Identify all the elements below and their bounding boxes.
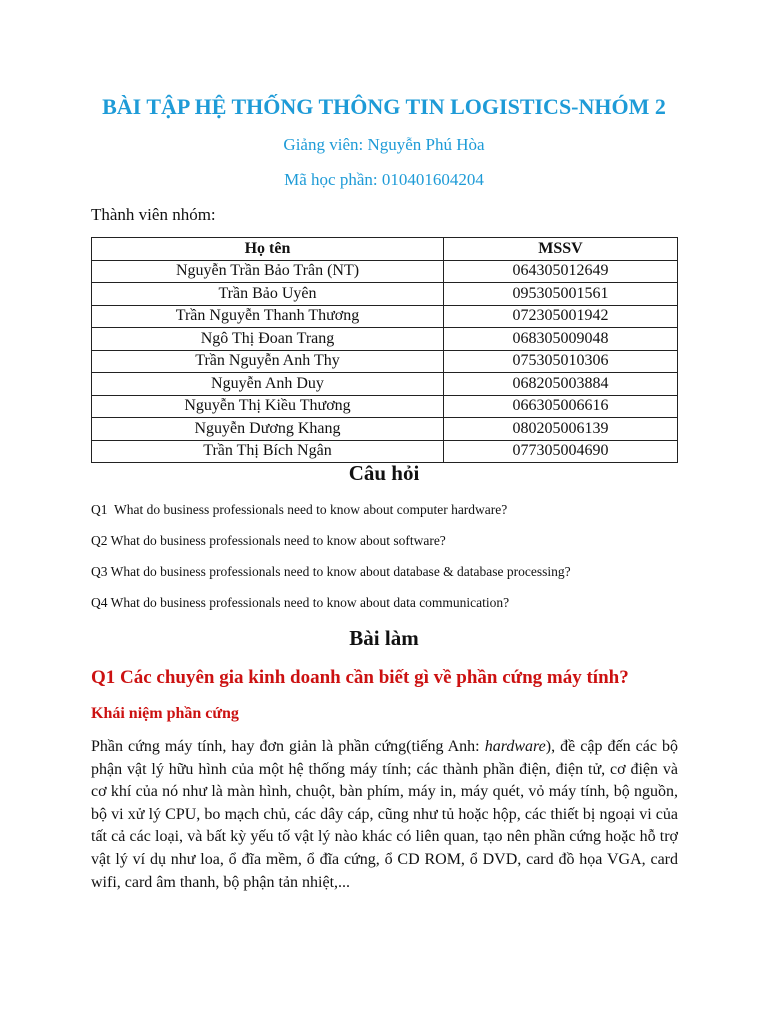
hardware-definition-paragraph [91,736,678,894]
table-header-row [92,238,678,261]
member-name: Trần Nguyễn Anh Thy [92,350,444,373]
question-item: Q4 What do business professionals need to know about data communication? [91,595,510,610]
q1-heading: Q1 Các chuyên gia kinh doanh cần biết gì về phần cứng máy tính? [91,667,629,688]
table-row [92,283,678,306]
member-id: 064305012649 [444,260,678,283]
member-name: Trần Nguyễn Thanh Thương [92,305,444,328]
table-row [92,328,678,351]
question-item: Q3 What do business professionals need to know about database & database processing? [91,564,571,579]
member-id: 072305001942 [444,305,678,328]
member-name: Nguyễn Dương Khang [92,418,444,441]
member-id: 077305004690 [444,440,678,463]
members-table [91,237,678,463]
member-id: 095305001561 [444,283,678,306]
column-header-name: Họ tên [92,238,444,261]
member-id: 068205003884 [444,373,678,396]
paragraph-text: ), đề cập đến các bộ phận vật lý hữu hình của một hệ thống máy tính; các thành phần điện, điện tử, cơ điện và cơ khí của nó như là màn hình, chuột, bàn phím, máy in, máy quét, vỏ máy tính, bộ nguồn, bộ vi xử lý CPU, bo mạch chủ, các dây cáp, cũng như tủ hoặc hộp, các thiết bị ngoại vi của tất cả các loại, và bất kỳ yếu tố vật lý nào khác có liên quan, tạo nên phần cứng hoặc hỗ trợ vật lý ví dụ như loa, ổ đĩa mềm, ổ đĩa cứng, ổ CD ROM, ổ DVD, card đồ họa VGA, card wifi, card âm thanh, bộ phận tản nhiệt,... [91,738,678,891]
question-item: Q2 What do business professionals need to know about software? [91,533,446,548]
member-name: Nguyễn Anh Duy [92,373,444,396]
member-name: Nguyễn Trần Bảo Trân (NT) [92,260,444,283]
table-row [92,350,678,373]
column-header-id: MSSV [444,238,678,261]
page-title: BÀI TẬP HỆ THỐNG THÔNG TIN LOGISTICS-NHÓM 2 [102,94,666,119]
answer-heading: Bài làm [349,626,419,650]
member-name: Trần Thị Bích Ngân [92,440,444,463]
questions-heading: Câu hỏi [348,461,420,485]
table-row [92,418,678,441]
question-item: Q1 What do business professionals need to know about computer hardware? [91,502,508,517]
member-name: Nguyễn Thị Kiều Thương [92,395,444,418]
member-id: 068305009048 [444,328,678,351]
member-id: 075305010306 [444,350,678,373]
table-row [92,305,678,328]
members-label: Thành viên nhóm: [91,205,216,224]
paragraph-term: hardware [484,738,546,755]
hardware-concept-heading: Khái niệm phần cứng [91,705,239,722]
table-row [92,260,678,283]
course-code-line: Mã học phần: 010401604204 [284,170,484,189]
paragraph-text: Phần cứng máy tính, hay đơn giản là phần cứng(tiếng Anh: [91,738,485,755]
member-id: 080205006139 [444,418,678,441]
table-row [92,440,678,463]
table-row [92,373,678,396]
lecturer-line: Giảng viên: Nguyễn Phú Hòa [283,135,485,154]
table-row [92,395,678,418]
member-name: Ngô Thị Đoan Trang [92,328,444,351]
member-name: Trần Bảo Uyên [92,283,444,306]
member-id: 066305006616 [444,395,678,418]
